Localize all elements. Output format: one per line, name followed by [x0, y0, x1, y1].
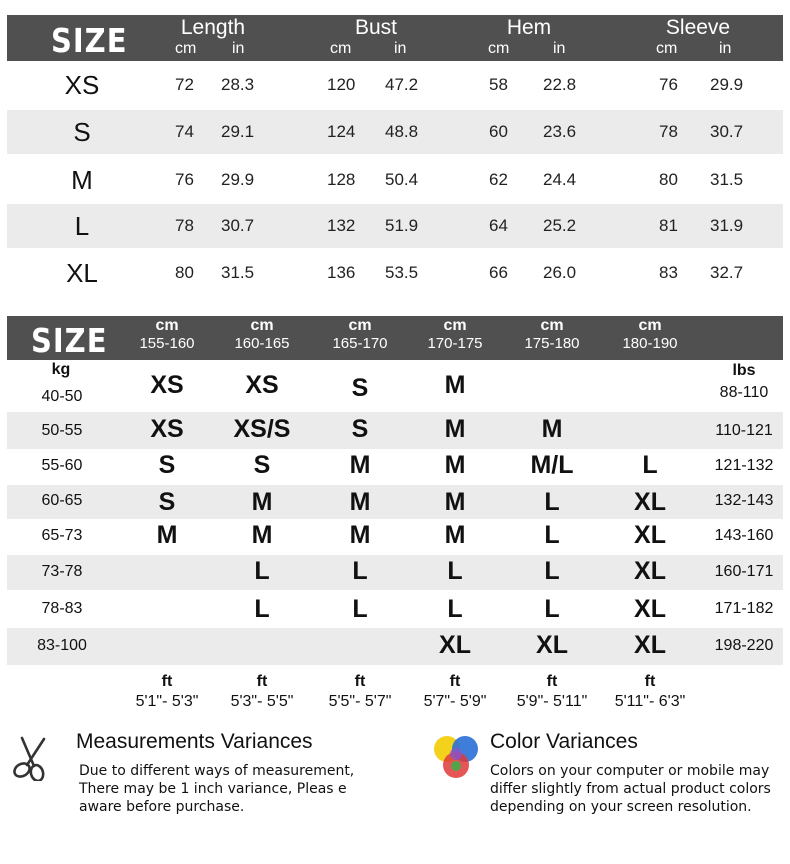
- height-feet-column: [407, 673, 503, 711]
- unit-cm: cm: [175, 40, 197, 57]
- height-range: 155-160: [139, 335, 195, 352]
- recommended-size: S: [158, 488, 176, 516]
- height-feet-range: 5'9"- 5'11": [516, 693, 588, 710]
- measurement-value: 23.6: [543, 122, 577, 141]
- weight-unit-kg: kg: [51, 361, 71, 378]
- height-range: 180-190: [622, 335, 678, 352]
- recommended-size: XS: [150, 371, 184, 399]
- measurement-value: 53.5: [385, 263, 419, 282]
- fit-row: [7, 450, 783, 484]
- measurement-value: 60: [489, 122, 508, 141]
- measurement-row: [7, 204, 783, 248]
- recommended-size: L: [447, 595, 463, 623]
- note-line: depending on your screen resolution.: [490, 799, 752, 815]
- note-line: Due to different ways of measurement,: [79, 763, 355, 779]
- measurement-row: [7, 158, 783, 202]
- weight-kg: 55-60: [41, 457, 83, 474]
- hem-column-header: [469, 15, 589, 57]
- weight-lbs: 171-182: [714, 600, 774, 617]
- recommended-size: M: [349, 451, 371, 479]
- height-feet-column: [312, 673, 408, 711]
- unit-cm: cm: [155, 317, 179, 334]
- recommended-size: S: [351, 415, 369, 443]
- recommended-size: XL: [634, 557, 666, 585]
- recommended-size: L: [352, 557, 368, 585]
- unit-cm: cm: [443, 317, 467, 334]
- recommended-size: M: [349, 488, 371, 516]
- recommended-size: M/L: [530, 451, 574, 479]
- height-range: 160-165: [234, 335, 290, 352]
- measurement-value: 30.7: [221, 216, 255, 235]
- recommended-size: XS/S: [233, 415, 291, 443]
- recommended-size: M: [444, 371, 466, 399]
- unit-in: in: [719, 40, 732, 57]
- recommended-size: S: [158, 451, 176, 479]
- weight-lbs: 88-110: [719, 384, 769, 401]
- unit-cm: cm: [250, 317, 274, 334]
- measurement-value: 80: [175, 263, 194, 282]
- size-label: XS: [64, 70, 100, 100]
- measurement-table-header: [7, 15, 783, 61]
- bust-label: Bust: [354, 16, 398, 39]
- measurement-value: 81: [659, 216, 678, 235]
- size-label: XL: [66, 258, 98, 288]
- unit-cm: cm: [656, 40, 678, 57]
- unit-cm: cm: [348, 317, 372, 334]
- unit-ft: ft: [256, 673, 268, 690]
- recommended-size: M: [349, 521, 371, 549]
- measurement-value: 48.8: [385, 122, 419, 141]
- weight-kg: 73-78: [41, 563, 83, 580]
- measurement-value: 47.2: [385, 75, 419, 94]
- recommended-size: L: [544, 488, 560, 516]
- recommended-size: XL: [634, 595, 666, 623]
- note-line: Colors on your computer or mobile may: [490, 763, 770, 779]
- unit-cm: cm: [488, 40, 510, 57]
- measurement-row: [7, 63, 783, 107]
- height-column-header: [312, 316, 408, 353]
- measurement-value: 72: [175, 75, 194, 94]
- height-feet-range: 5'3"- 5'5": [230, 693, 294, 710]
- recommended-size: L: [544, 557, 560, 585]
- unit-cm: cm: [638, 317, 662, 334]
- measurement-value: 31.9: [710, 216, 744, 235]
- recommended-size: M: [444, 488, 466, 516]
- note-line: There may be 1 inch variance, Pleas e: [79, 781, 347, 797]
- scissors-icon: [10, 735, 50, 781]
- recommended-size: S: [253, 451, 271, 479]
- weight-unit-lbs: lbs: [732, 362, 756, 379]
- height-range: 165-170: [332, 335, 388, 352]
- unit-cm: cm: [540, 317, 564, 334]
- weight-lbs: 160-171: [714, 563, 774, 580]
- recommended-size: L: [544, 595, 560, 623]
- measurement-value: 22.8: [543, 75, 577, 94]
- height-column-header: [407, 316, 503, 353]
- measurement-value: 50.4: [385, 170, 419, 189]
- unit-ft: ft: [644, 673, 656, 690]
- bust-column-header: [316, 15, 436, 57]
- unit-in: in: [553, 40, 566, 57]
- measurement-value: 80: [659, 170, 678, 189]
- measurement-row: [7, 110, 783, 154]
- height-feet-column: [602, 673, 698, 711]
- size-header-label: SIZE: [31, 321, 108, 361]
- measurement-value: 29.9: [710, 75, 744, 94]
- measurement-value: 78: [659, 122, 678, 141]
- weight-kg: 50-55: [41, 422, 83, 439]
- length-column-header: [153, 15, 273, 57]
- unit-in: in: [232, 40, 245, 57]
- recommended-size: M: [444, 415, 466, 443]
- measurement-value: 28.3: [221, 75, 255, 94]
- height-column-header: [504, 316, 600, 353]
- recommended-size: L: [642, 451, 658, 479]
- height-feet-range: 5'11"- 6'3": [614, 693, 686, 710]
- weight-lbs: 132-143: [714, 492, 774, 509]
- recommended-size: XL: [634, 631, 666, 659]
- measurement-value: 25.2: [543, 216, 577, 235]
- hem-label: Hem: [506, 16, 552, 39]
- height-feet-column: [504, 673, 600, 711]
- fit-row: [7, 591, 783, 627]
- measurement-value: 24.4: [543, 170, 577, 189]
- recommended-size: L: [447, 557, 463, 585]
- height-column-header: [119, 316, 215, 353]
- recommended-size: S: [351, 374, 369, 402]
- measurement-value: 78: [175, 216, 194, 235]
- measurement-value: 66: [489, 263, 508, 282]
- fit-row: [7, 520, 783, 554]
- measurement-value: 120: [327, 75, 356, 94]
- fit-row: [7, 628, 783, 665]
- fit-row: [7, 555, 783, 590]
- measurement-value: 132: [327, 216, 356, 235]
- recommended-size: L: [254, 557, 270, 585]
- recommended-size: L: [254, 595, 270, 623]
- height-range: 170-175: [427, 335, 483, 352]
- recommended-size: M: [156, 521, 178, 549]
- unit-ft: ft: [161, 673, 173, 690]
- measurement-value: 58: [489, 75, 508, 94]
- weight-lbs: 110-121: [715, 422, 773, 439]
- height-feet-column: [119, 673, 215, 711]
- weight-kg: 60-65: [41, 492, 83, 509]
- measurement-value: 29.9: [221, 170, 255, 189]
- measurement-variances-title: Measurements Variances: [76, 730, 313, 753]
- measurement-row: [7, 251, 783, 295]
- weight-kg: 65-73: [41, 527, 83, 544]
- height-feet-column: [214, 673, 310, 711]
- height-feet-range: 5'7"- 5'9": [423, 693, 487, 710]
- weight-kg: 83-100: [37, 637, 87, 654]
- height-feet-range: 5'5"- 5'7": [328, 693, 392, 710]
- size-label: M: [71, 165, 93, 195]
- height-column-header: [602, 316, 698, 353]
- weight-kg: 78-83: [41, 600, 83, 617]
- recommended-size: M: [251, 488, 273, 516]
- measurement-value: 83: [659, 263, 678, 282]
- measurement-value: 64: [489, 216, 508, 235]
- recommended-size: M: [444, 521, 466, 549]
- measurement-value: 136: [327, 263, 356, 282]
- recommended-size: M: [251, 521, 273, 549]
- measurement-variances-text: [79, 762, 354, 816]
- measurement-value: 30.7: [710, 122, 744, 141]
- recommended-size: L: [544, 521, 560, 549]
- sleeve-label: Sleeve: [665, 16, 731, 39]
- unit-ft: ft: [449, 673, 461, 690]
- measurement-value: 26.0: [543, 263, 577, 282]
- unit-ft: ft: [354, 673, 366, 690]
- recommended-size: L: [352, 595, 368, 623]
- unit-cm: cm: [330, 40, 352, 57]
- measurement-value: 31.5: [710, 170, 744, 189]
- recommended-size: M: [541, 415, 563, 443]
- measurement-value: 62: [489, 170, 508, 189]
- fit-row: [7, 485, 783, 519]
- unit-in: in: [394, 40, 407, 57]
- note-line: aware before purchase.: [79, 799, 245, 815]
- fit-row: [7, 361, 783, 411]
- weight-lbs: 198-220: [714, 637, 774, 654]
- unit-ft: ft: [546, 673, 558, 690]
- color-wheel-icon: [432, 732, 482, 782]
- size-label: S: [73, 117, 91, 147]
- recommended-size: XL: [536, 631, 568, 659]
- recommended-size: M: [444, 451, 466, 479]
- color-variances-title: Color Variances: [490, 730, 638, 753]
- weight-lbs: 121-132: [714, 457, 774, 474]
- fit-row: [7, 412, 783, 449]
- recommended-size: XS: [150, 415, 184, 443]
- height-column-header: [214, 316, 310, 353]
- sleeve-column-header: [638, 15, 758, 57]
- measurement-value: 76: [175, 170, 194, 189]
- measurement-value: 32.7: [710, 263, 744, 282]
- measurement-value: 76: [659, 75, 678, 94]
- measurement-value: 31.5: [221, 263, 255, 282]
- measurement-value: 51.9: [385, 216, 419, 235]
- length-label: Length: [180, 16, 246, 39]
- note-line: differ slightly from actual product colors: [490, 781, 771, 797]
- measurement-value: 124: [327, 122, 356, 141]
- recommended-size: XL: [634, 488, 666, 516]
- weight-lbs: 143-160: [714, 527, 774, 544]
- recommended-size: XL: [439, 631, 471, 659]
- weight-kg: 40-50: [41, 388, 83, 405]
- measurement-value: 128: [327, 170, 356, 189]
- color-variances-text: [490, 762, 771, 816]
- recommended-size: XS: [245, 371, 279, 399]
- measurement-value: 74: [175, 122, 194, 141]
- size-label: L: [74, 211, 90, 241]
- height-range: 175-180: [524, 335, 580, 352]
- measurement-value: 29.1: [221, 122, 255, 141]
- size-header-label: SIZE: [51, 21, 128, 61]
- recommended-size: XL: [634, 521, 666, 549]
- height-feet-range: 5'1"- 5'3": [135, 693, 199, 710]
